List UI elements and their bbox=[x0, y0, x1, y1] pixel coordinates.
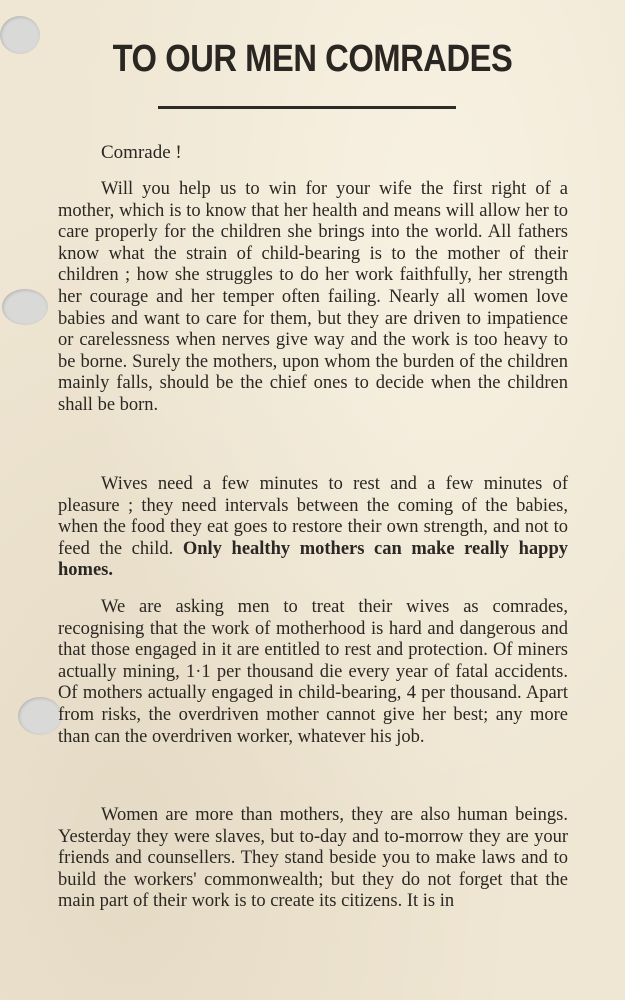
paragraph-4 bbox=[58, 805, 568, 913]
salutation: Comrade ! bbox=[101, 142, 182, 163]
document-title: TO OUR MEN COMRADES bbox=[112, 38, 513, 80]
punch-hole bbox=[0, 16, 40, 54]
paragraph-3 bbox=[58, 597, 568, 748]
paragraph-text: Women are more than mothers, they are also human beings. Yesterday they were slaves, but to-day and to-morrow they are your friends and counsellers. They stand beside you to make laws and to build the workers' commonwealth; but they do not forget that the main part of their work is to create its citizens. It is in bbox=[58, 805, 568, 912]
punch-hole bbox=[2, 289, 48, 325]
title-divider bbox=[158, 106, 456, 109]
paragraph-text: Wives need a few minutes to rest and a few minutes of pleasure ; they need intervals between the coming of the babies, when the food they eat goes to restore their own strength, and not to feed the child. bbox=[58, 474, 568, 559]
paragraph-2 bbox=[58, 474, 568, 582]
paragraph-1 bbox=[58, 179, 568, 417]
paragraph-bold-text: Only healthy mothers can make really happy homes. bbox=[58, 538, 568, 581]
paragraph-text: Will you help us to win for your wife the first right of a mother, which is to know that her health and means will allow her to care properly for the children she brings into the world. All fathers know what the strain of child-bearing is to the mother of their children ; how she struggles to do her work faithfully, her strength her courage and her temper often failing. Nearly all women love babies and want to care for them, but they are driven to impatience or carelessness when nerves give way and the work is too heavy to be borne. Surely the mothers, upon whom the burden of the children mainly falls, should be the chief ones to decide when the children shall be born. bbox=[58, 179, 568, 415]
paragraph-text: We are asking men to treat their wives as comrades, recognising that the work of motherhood is hard and dangerous and that those engaged in it are entitled to rest and protection. Of miners actually mining, 1·1 per thousand die every year of fatal accidents. Of mothers actually engaged in child-bearing, 4 per thousand. Apart from risks, the overdriven mother cannot give her best; any more than can the overdriven worker, whatever his job. bbox=[58, 597, 568, 747]
punch-hole bbox=[18, 697, 62, 735]
